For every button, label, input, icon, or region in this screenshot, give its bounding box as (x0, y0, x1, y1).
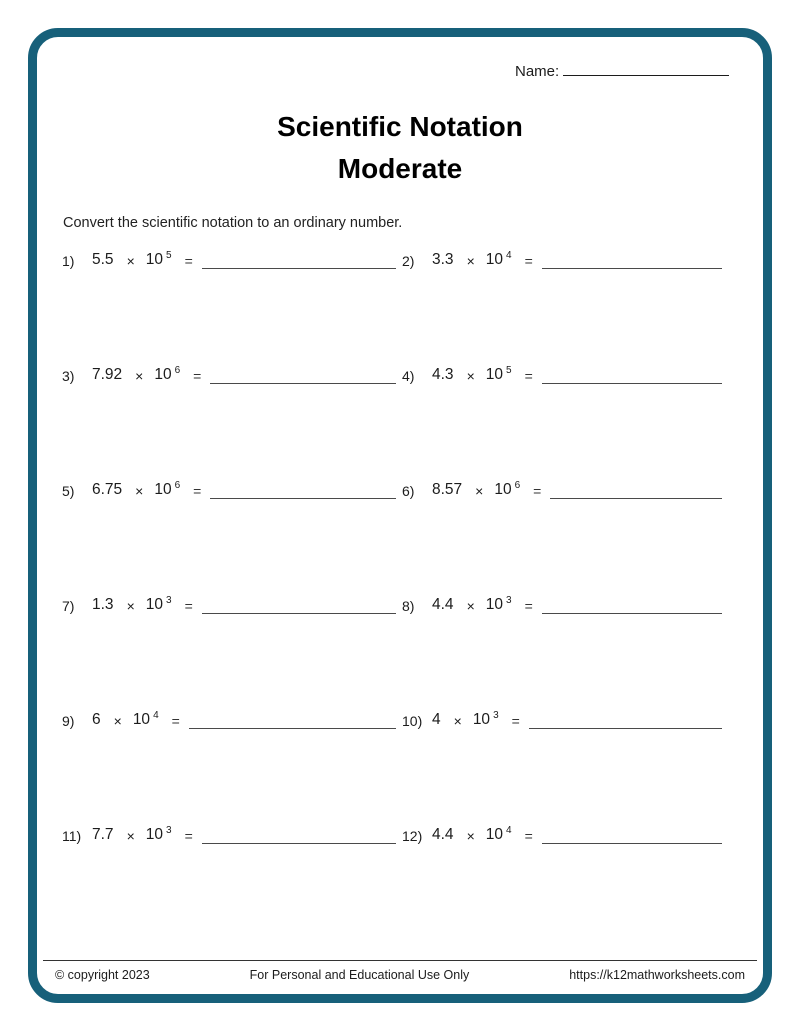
coefficient: 5.5 (92, 251, 114, 268)
coefficient: 4.4 (432, 596, 454, 613)
answer-blank-line[interactable] (542, 252, 722, 269)
multiply-sign: × (113, 713, 122, 729)
base-ten: 10 $^6$ (494, 480, 521, 498)
equals-sign: = (524, 253, 533, 269)
problem-7 (62, 592, 402, 614)
multiply-sign: × (466, 253, 475, 269)
coefficient: 7.7 (92, 826, 114, 843)
problem-3 (62, 362, 402, 384)
answer-blank-line[interactable] (550, 482, 722, 499)
problem-8 (402, 592, 728, 614)
problem-number: 9) (62, 713, 75, 729)
exponent: 5 (506, 365, 512, 376)
equals-sign: = (184, 828, 193, 844)
page-footer (43, 960, 757, 982)
answer-blank-line[interactable] (542, 827, 722, 844)
equals-sign: = (171, 713, 180, 729)
copyright-text: © copyright 2023 (55, 968, 150, 982)
base-ten: 10 $^3$ (485, 595, 512, 613)
equals-sign: = (533, 483, 542, 499)
problem-number: 8) (402, 598, 415, 614)
name-label: Name: (515, 63, 560, 80)
coefficient: 4.4 (432, 826, 454, 843)
multiply-sign: × (126, 598, 135, 614)
title-line-2: Moderate (337, 153, 463, 184)
answer-blank-line[interactable] (210, 367, 396, 384)
problem-number: 4) (402, 368, 415, 384)
problem-number: 7) (62, 598, 75, 614)
problem-6 (402, 477, 728, 499)
instruction-text: Convert the scientific notation to an ordinary number. (63, 215, 403, 231)
coefficient: 6 (92, 711, 101, 728)
answer-blank-line[interactable] (542, 597, 722, 614)
problem-11 (62, 822, 402, 844)
exponent: 3 (506, 595, 512, 606)
multiply-sign: × (466, 368, 475, 384)
multiply-sign: × (135, 483, 144, 499)
exponent: 3 (166, 825, 172, 836)
coefficient: 1.3 (92, 596, 114, 613)
page-title (0, 106, 800, 190)
problems-grid (62, 247, 728, 937)
problem-4 (402, 362, 728, 384)
multiply-sign: × (126, 828, 135, 844)
problem-number: 6) (402, 483, 415, 499)
equals-sign: = (184, 253, 193, 269)
answer-blank-line[interactable] (542, 367, 722, 384)
equals-sign: = (524, 598, 533, 614)
equals-sign: = (184, 598, 193, 614)
problem-number: 11) (62, 828, 82, 844)
problem-number: 5) (62, 483, 75, 499)
problem-12 (402, 822, 728, 844)
multiply-sign: × (135, 368, 144, 384)
base-ten: 10 $^3$ (145, 595, 172, 613)
equals-sign: = (193, 483, 202, 499)
usage-text: For Personal and Educational Use Only (249, 968, 470, 982)
problem-number: 1) (62, 253, 75, 269)
problem-number: 12) (402, 828, 423, 844)
problem-10 (402, 707, 728, 729)
coefficient: 4.3 (432, 366, 454, 383)
multiply-sign: × (453, 713, 462, 729)
base-ten: 10 $^5$ (485, 365, 512, 383)
answer-blank-line[interactable] (189, 712, 396, 729)
problem-9 (62, 707, 402, 729)
base-ten: 10 $^4$ (485, 825, 512, 843)
problem-2 (402, 247, 728, 269)
base-ten: 10 $^5$ (145, 250, 172, 268)
exponent: 4 (506, 250, 512, 261)
problem-number: 2) (402, 253, 415, 269)
base-ten: 10 $^3$ (145, 825, 172, 843)
multiply-sign: × (466, 828, 475, 844)
name-blank-line[interactable] (563, 60, 729, 76)
answer-blank-line[interactable] (202, 827, 396, 844)
coefficient: 7.92 (92, 366, 123, 383)
base-ten: 10 $^4$ (485, 250, 512, 268)
coefficient: 3.3 (432, 251, 454, 268)
base-ten: 10 $^3$ (472, 710, 499, 728)
exponent: 6 (174, 365, 181, 376)
answer-blank-line[interactable] (202, 597, 396, 614)
equals-sign: = (524, 828, 533, 844)
coefficient: 6.75 (92, 481, 123, 498)
multiply-sign: × (475, 483, 484, 499)
exponent: 6 (174, 480, 181, 491)
multiply-sign: × (466, 598, 475, 614)
exponent: 5 (166, 250, 172, 261)
equals-sign: = (524, 368, 533, 384)
base-ten: 10 $^6$ (154, 480, 181, 498)
coefficient: 8.57 (432, 481, 463, 498)
exponent: 3 (166, 595, 172, 606)
coefficient: 4 (432, 711, 441, 728)
multiply-sign: × (126, 253, 135, 269)
exponent: 4 (506, 825, 512, 836)
equals-sign: = (193, 368, 202, 384)
answer-blank-line[interactable] (202, 252, 396, 269)
problem-5 (62, 477, 402, 499)
website-url[interactable]: https://k12mathworksheets.com (569, 968, 745, 982)
base-ten: 10 $^4$ (132, 710, 159, 728)
problem-1 (62, 247, 402, 269)
footer-divider (43, 960, 757, 961)
answer-blank-line[interactable] (529, 712, 722, 729)
exponent: 3 (493, 710, 499, 721)
equals-sign: = (511, 713, 520, 729)
problem-number: 10) (402, 713, 423, 729)
exponent: 6 (514, 480, 521, 491)
problem-number: 3) (62, 368, 75, 384)
base-ten: 10 $^6$ (154, 365, 181, 383)
exponent: 4 (153, 710, 159, 721)
answer-blank-line[interactable] (210, 482, 396, 499)
title-line-1: Scientific Notation (277, 111, 523, 142)
name-row (515, 60, 729, 80)
